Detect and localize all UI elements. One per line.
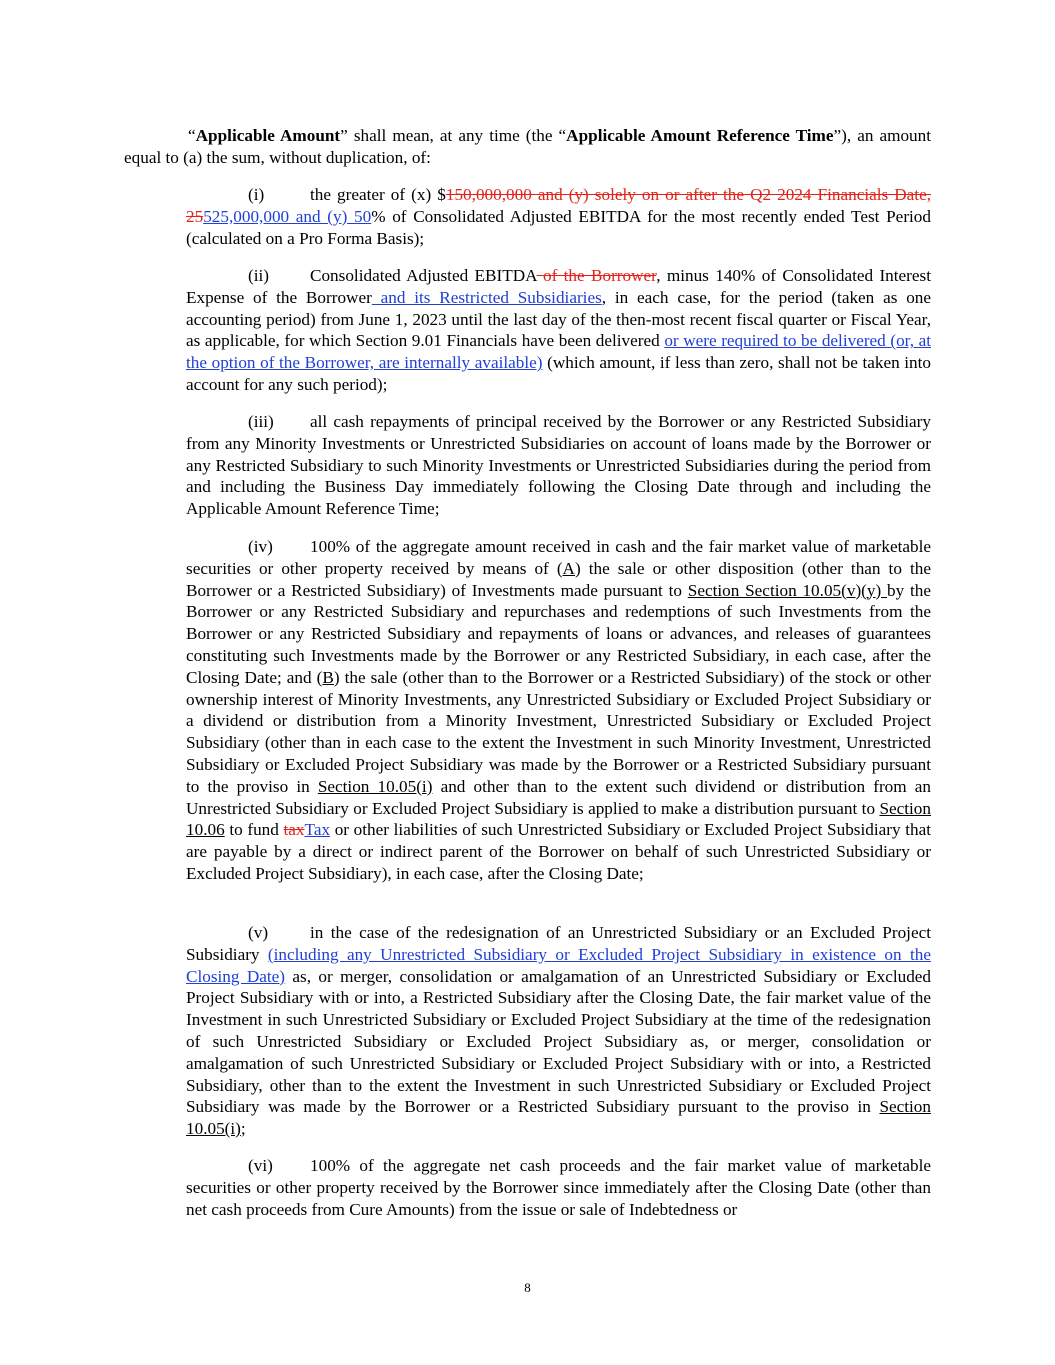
clause-number: (v) [248,923,269,942]
deleted-text: tax [283,820,305,840]
inserted-text: 525,000,000 and (y) 50 [203,206,372,226]
section-reference: Section 10.05(i) [317,776,433,796]
clause-iii: (iii) all cash repayments of principal received by the Borrower or any Restricted Subsidiary from any Minority Investments or Unrestricted Subsidiaries on account of loans made by the Borrower or any Restricted Subsidiary to such Minority Investments or Unrestricted Subsidiaries during the period from and including the Business Day immediately following the Closing Date through and including the Applicable Amount Reference Time; [186,412,931,519]
inserted-text: (including any Unrestricted Subsidiary or Excluded Project Subsidiary in existence on the Closing Date) [186,944,931,986]
clause-number: (vi) [248,1156,273,1175]
clause-number: (iv) [248,537,273,556]
clause-ii: (ii) Consolidated Adjusted EBITDA of the Borrower, minus 140% of Consolidated Interest Expense of the Borrower and its Restricted Subsidiaries, in each case, for the period (taken as one accounting period) from June 1, 2023 until the last day of the then-most recent fiscal quarter or Fiscal Year, as applicable, for which Section 9.01 Financials have been delivered or were required to be delivered (or, at the option of the Borrower, are internally available) (which amount, if less than zero, shall not be taken into account for any such period); [186,266,932,394]
defined-term: Applicable Amount [195,126,341,145]
inserted-text: Tax [304,820,331,840]
section-reference: Section Section 10.05(v)(y) [687,580,888,600]
defined-term-2: Applicable Amount Reference Time [566,126,834,145]
clause-v: (v) in the case of the redesignation of an Unrestricted Subsidiary or an Excluded Project Subsidiary (including any Unrestricted Subsidiary or Excluded Project Subsidiary in existence on the Closing Date) as, or merger, consolidation or amalgamation of an Unrestricted Subsidiary or Excluded Project Subsidiary with or into, a Restricted Subsidiary after the Closing Date, the fair market value of the Investment in such Unrestricted Subsidiary or Excluded Project Subsidiary at the time of the redesignation of such Unrestricted Subsidiary or Excluded Project Subsidiary as, or merger, consolidation or amalgamation of such Unrestricted Subsidiary or Excluded Project Subsidiary with or into, a Restricted Subsidiary, other than to the extent the Investment in such Unrestricted Subsidiary or Excluded Project Subsidiary was made by the Borrower or a Restricted Subsidiary pursuant to the proviso in Section 10.05(i); [186,923,932,1139]
clause-vi: (vi) 100% of the aggregate net cash proceeds and the fair market value of marketable securities or other property received by the Borrower since immediately after the Closing Date (other than net cash proceeds from Cure Amounts) from the issue or sale of Indebtedness or [186,1156,931,1219]
inserted-text: or were required to be delivered (or, at the option of the Borrower, are internally available) [186,331,932,373]
clause-number: (ii) [248,266,269,285]
page-number: 8 [524,1280,531,1295]
inserted-text: and its Restricted Subsidiaries [371,287,602,307]
clause-number: (iii) [248,412,274,431]
section-reference: Section 10.06 [186,798,931,840]
section-reference: Section 10.05(i) [186,1097,931,1139]
definition-paragraph: “Applicable Amount” shall mean, at any time (the “Applicable Amount Reference Time”), an amount equal to (a) the sum, without duplication, of: [124,126,932,167]
clause-number: (i) [248,185,265,204]
deleted-text: 150,000,000 and (y) solely on or after the Q2 2024 Financials Date, 25 [186,185,931,226]
clause-i: (i) the greater of (x) $150,000,000 and (y) solely on or after the Q2 2024 Financials Date, 25525,000,000 and (y) 50% of Consolidated Adjusted EBITDA for the most recently ended Test Period (calculated on a Pro Forma Basis); [186,185,931,248]
clause-iv: (iv) 100% of the aggregate amount received in cash and the fair market value of marketable securities or other property received by means of (A) the sale or other disposition (other than to the Borrower or a Restricted Subsidiary) of Investments made pursuant to Section Section 10.05(v)(y) by the Borrower or any Restricted Subsidiary and repurchases and redemptions of such Investments from the Borrower or any Restricted Subsidiary and repayments of loans or advances, and releases of guarantees constituting such Investments made by the Borrower or any Restricted Subsidiary, in each case, after the Closing Date; and (B) the sale (other than to the Borrower or a Restricted Subsidiary) of the stock or other ownership interest of Minority Investments, any Unrestricted Subsidiary or Excluded Project Subsidiary or a dividend or distribution from a Minority Investment, Unrestricted Subsidiary or Excluded Project Subsidiary (other than in each case to the extent the Investment in such Minority Investment, Unrestricted Subsidiary or Excluded Project Subsidiary was made by the Borrower or a Restricted Subsidiary pursuant to the proviso in Section 10.05(i) and other than to the extent such dividend or distribution from an Unrestricted Subsidiary or Excluded Project Subsidiary is applied to make a distribution pursuant to Section 10.06 to fund taxTax or other liabilities of such Unrestricted Subsidiary or Excluded Project Subsidiary that are payable by a direct or indirect parent of the Borrower on behalf of such Unrestricted Subsidiary or Excluded Project Subsidiary), in each case, after the Closing Date; [186,537,932,883]
deleted-text: of the Borrower [536,266,657,285]
